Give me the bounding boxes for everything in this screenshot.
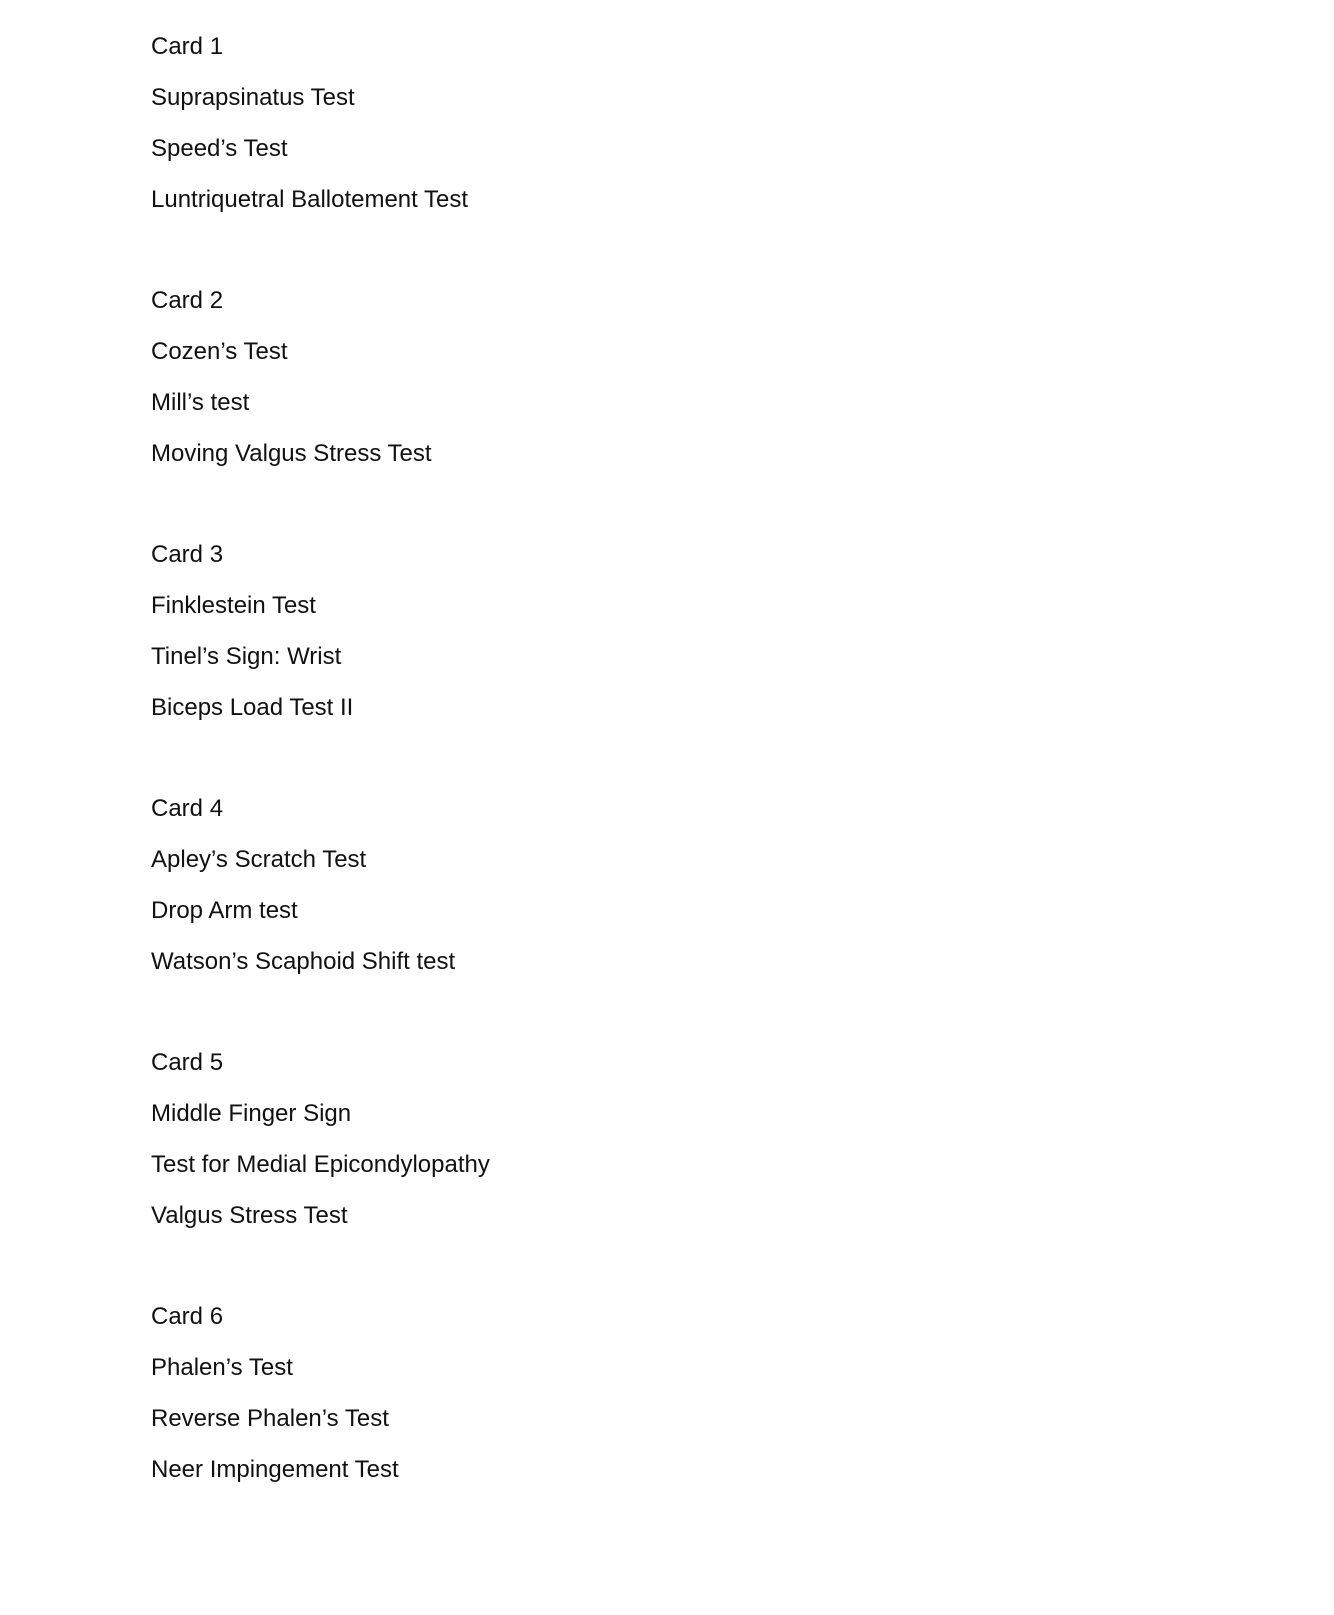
- test-item: Test for Medial Epicondylopathy: [151, 1151, 490, 1178]
- test-item: Suprapsinatus Test: [151, 84, 355, 111]
- card-heading: Card 4: [151, 795, 224, 822]
- test-item: Apley’s Scratch Test: [151, 846, 367, 873]
- test-item: Middle Finger Sign: [151, 1100, 352, 1127]
- card-block-5: [151, 1044, 1051, 1248]
- test-item: Neer Impingement Test: [151, 1456, 399, 1483]
- card-heading: Card 2: [151, 287, 224, 314]
- card-block-4: [151, 790, 1051, 994]
- card-heading: Card 6: [151, 1303, 224, 1330]
- test-item: Moving Valgus Stress Test: [151, 440, 432, 467]
- test-item: Tinel’s Sign: Wrist: [151, 643, 342, 670]
- test-item: Finklestein Test: [151, 592, 316, 619]
- card-block-3: [151, 536, 1051, 740]
- test-item: Phalen’s Test: [151, 1354, 293, 1381]
- test-item: Valgus Stress Test: [151, 1202, 348, 1229]
- test-item: Drop Arm test: [151, 897, 298, 924]
- card-block-6: [151, 1298, 1051, 1502]
- test-item: Reverse Phalen’s Test: [151, 1405, 389, 1432]
- card-heading: Card 5: [151, 1049, 224, 1076]
- card-block-2: [151, 282, 1051, 486]
- test-item: Luntriquetral Ballotement Test: [151, 186, 469, 213]
- test-item: Mill’s test: [151, 389, 250, 416]
- test-item: Watson’s Scaphoid Shift test: [151, 948, 456, 975]
- card-heading: Card 1: [151, 33, 224, 60]
- test-item: Biceps Load Test II: [151, 694, 354, 721]
- card-block-1: [151, 28, 1051, 232]
- test-item: Speed’s Test: [151, 135, 288, 162]
- test-item: Cozen’s Test: [151, 338, 288, 365]
- card-heading: Card 3: [151, 541, 224, 568]
- document-content: [151, 28, 1051, 1552]
